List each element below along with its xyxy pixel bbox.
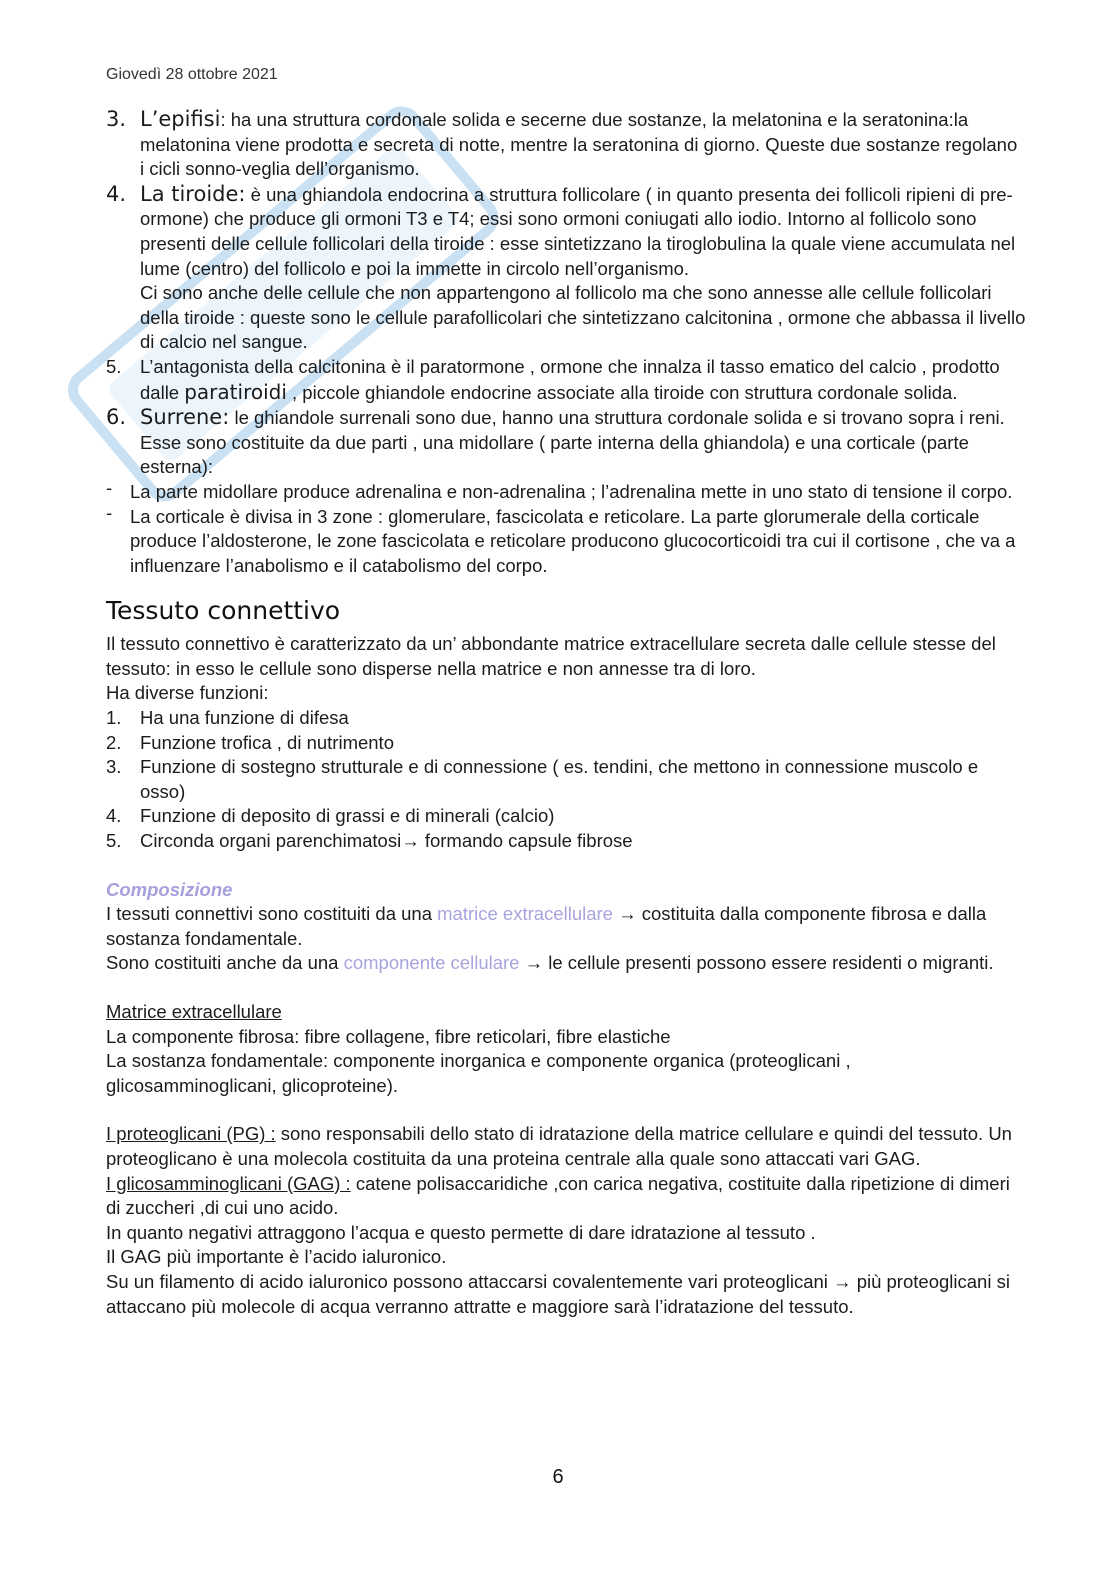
gag-line: In quanto negativi attraggono l’acqua e questo permette di dare idratazione al tessuto . — [106, 1221, 816, 1243]
text-run: → le cellule presenti possono essere residenti o migranti. — [519, 952, 994, 974]
text-run: catene polisaccaridiche ,con carica negativa, costituite dalla ripetizione di dimeri di zuccheri ,di cui uno acido. — [106, 1172, 1010, 1219]
dash-bullet: - — [106, 501, 113, 523]
highlight-term: matrice extracellulare — [437, 903, 613, 925]
matrice-line: La componente fibrosa: fibre collagene, fibre reticolari, fibre elastiche — [106, 1025, 671, 1047]
list-number: 4. — [106, 805, 122, 827]
intro-paragraph: Il tessuto connettivo è caratterizzato da un’ abbondante matrice extracellulare secreta dalle cellule stesse del tessuto: in esso le cellule sono disperse nella matrice e non annesse tra di loro. — [106, 633, 996, 679]
list-item — [106, 405, 1026, 480]
list-item — [106, 706, 1026, 731]
composizione-paragraph — [106, 951, 1026, 976]
gag-line: Su un filamento di acido ialuronico possono attaccarsi covalentemente vari proteoglicani → più proteoglicani si attaccano più molecole di acqua verranno attratte e maggiore sarà l’idratazione del tessuto. — [106, 1270, 1010, 1317]
list-item — [106, 476, 1026, 505]
list-text: La parte midollare produce adrenalina e non-adrenalina ; l’adrenalina mette in uno stato di tensione il corpo. — [130, 480, 1013, 502]
list-text: : ha una struttura cordonale solida e secerne due sostanze, la melatonina e la seratonina:la melatonina viene prodotta e secreta di notte, mentre la seratonina di giorno. Queste due sostanze regolano i cicli sonno-veglia dell’organismo. — [140, 109, 1018, 180]
list-item — [106, 501, 1026, 579]
list-text: Funzione di deposito di grassi e di minerali (calcio) — [140, 805, 555, 827]
list-item — [106, 755, 1026, 804]
list-item — [106, 804, 1026, 829]
term-label: I proteoglicani (PG) : — [106, 1123, 276, 1145]
list-item — [106, 107, 1026, 182]
list-text: Circonda organi parenchimatosi→ formando capsule fibrose — [140, 830, 633, 852]
list-number: 1. — [106, 707, 122, 729]
gland-list — [106, 107, 1026, 480]
term-surrene: Surrene: — [140, 405, 230, 430]
list-number: 5. — [106, 830, 122, 852]
term-paratiroidi: paratiroidi — [184, 379, 287, 404]
text-run: → costituita dalla componente fibrosa e dalla sostanza fondamentale. — [106, 903, 987, 949]
list-item — [106, 355, 1026, 405]
page-number: 6 — [552, 1466, 564, 1488]
functions-list — [106, 706, 1026, 854]
gag-paragraph — [106, 1172, 1026, 1221]
list-text: Funzione trofica , di nutrimento — [140, 731, 394, 753]
page-date: Giovedì 28 ottobre 2021 — [106, 66, 278, 83]
proteoglicani-paragraph — [106, 1122, 1026, 1171]
text-run: I tessuti connettivi sono costituiti da una — [106, 903, 438, 925]
list-number: 6. — [106, 405, 127, 430]
surrene-parts-list — [106, 476, 1026, 578]
highlight-term: componente cellulare — [343, 952, 520, 974]
composizione-paragraph — [106, 902, 1026, 951]
list-text: è una ghiandola endocrina a struttura follicolare ( in quanto presenta dei follicoli ripieni di pre-ormone) che produce gli ormoni T3 e T4; essi sono ormoni coniugati allo iodio. Intorno al follicolo sono presenti delle cellule follicolari della tiroide : esse sintetizzano la tiroglobulina la quale viene accumulata nel lume (centro) del follicolo e poi la immette in circolo nell’organismo. — [140, 183, 1016, 279]
list-text: , piccole ghiandole endocrine associate alla tiroide con struttura cordonale solida. — [286, 381, 958, 403]
list-item — [106, 829, 1026, 854]
list-text: Ci sono anche delle cellule che non appartengono al follicolo ma che sono annesse alle cellule follicolari della tiroide : queste sono le cellule parafollicolari che sintetizzano calcitonina , ormone che abbassa il livello di calcio nel sangue. — [140, 282, 1026, 353]
page-content — [106, 107, 1026, 1319]
list-text: Funzione di sostegno strutturale e di connessione ( es. tendini, che mettono in connessione muscolo e osso) — [140, 756, 979, 802]
list-item — [106, 731, 1026, 756]
list-number: 4. — [106, 181, 127, 206]
list-number: 2. — [106, 731, 122, 753]
subsection-heading: Composizione — [106, 878, 233, 900]
list-number: 3. — [106, 756, 122, 778]
matrice-line: La sostanza fondamentale: componente inorganica e componente organica (proteoglicani , glicosamminoglicani, glicoproteine). — [106, 1050, 851, 1096]
term-tiroide: La tiroide: — [140, 181, 246, 206]
dash-bullet: - — [106, 476, 113, 498]
list-number: 5. — [106, 355, 122, 377]
list-text: le ghiandole surrenali sono due, hanno una struttura cordonale solida e si trovano sopra i reni. Esse sono costituite da due parti , una midollare ( parte interna della ghiandola) e una corticale (parte esterna): — [140, 407, 1005, 478]
term-label: I glicosamminoglicani (GAG) : — [106, 1172, 351, 1194]
list-number: 3. — [106, 107, 127, 131]
matrice-heading: Matrice extracellulare — [106, 1001, 282, 1022]
list-text: L’antagonista della calcitonina è il paratormone , ormone che innalza il tasso ematico del calcio , prodotto dalle — [140, 355, 1000, 403]
list-text: Ha una funzione di difesa — [140, 707, 349, 729]
text-run: Sono costituiti anche da una — [106, 952, 344, 974]
gag-line: Il GAG più importante è l’acido ialuronico. — [106, 1246, 447, 1268]
list-text: La corticale è divisa in 3 zone : glomerulare, fascicolata e reticolare. La parte glorumerale della corticale produce l’aldosterone, le zone fascicolata e reticolare producono glucocorticoidi tra cui il cortisone , che va a influenzare l’anabolismo e il catabolismo del corpo. — [130, 505, 1016, 576]
list-item — [106, 182, 1026, 355]
term-epifisi: L’epifisi — [140, 107, 221, 131]
section-heading: Tessuto connettivo — [106, 596, 341, 626]
functions-intro: Ha diverse funzioni: — [106, 682, 269, 704]
text-run: sono responsabili dello stato di idratazione della matrice cellulare e quindi del tessuto. Un proteoglicano è una molecola costituita da una proteina centrale alla quale sono attaccati vari GAG. — [106, 1123, 1012, 1169]
